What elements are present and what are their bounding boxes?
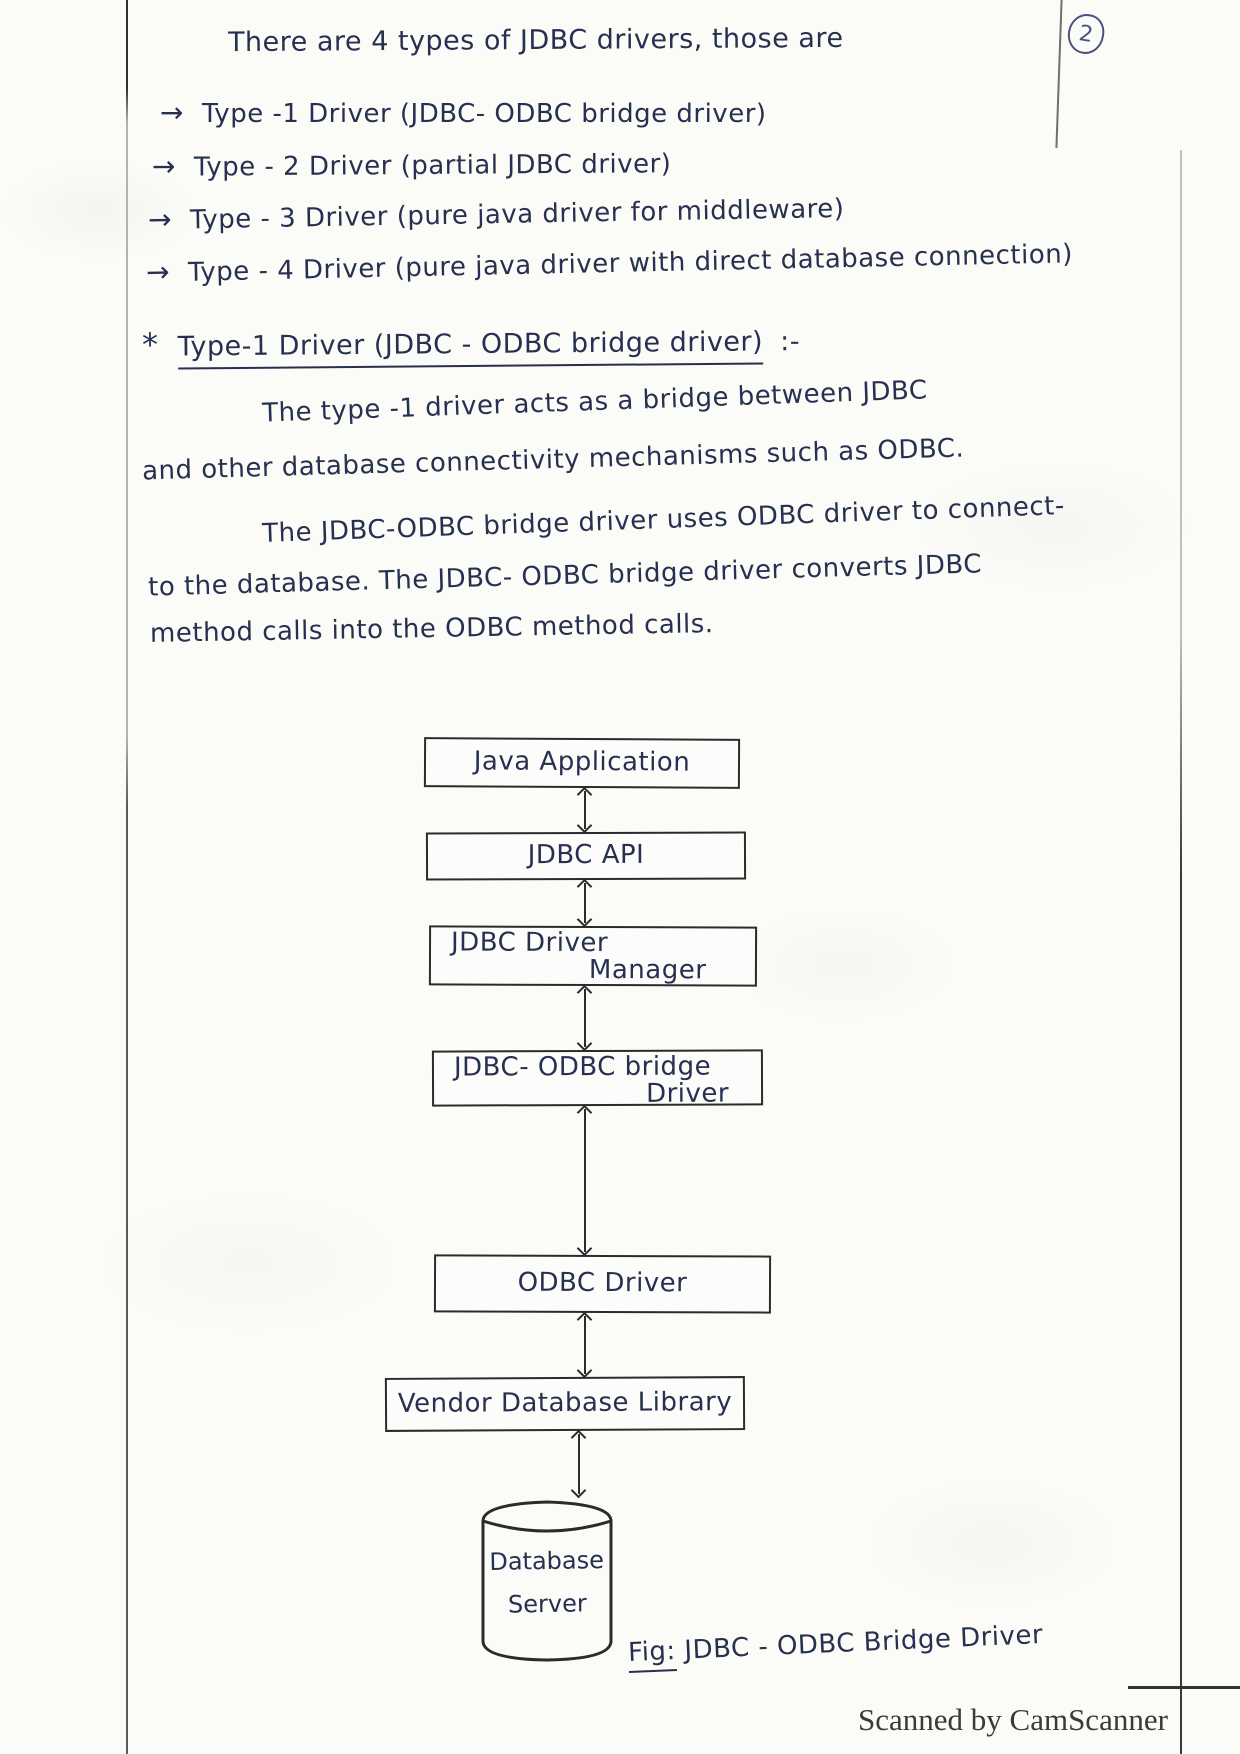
list-item bbox=[148, 193, 845, 238]
page-number: 2 bbox=[1077, 20, 1095, 48]
title-line: There are 4 types of JDBC drivers, those are bbox=[227, 22, 844, 59]
database-label-line: Database bbox=[489, 1546, 605, 1577]
database-server-label bbox=[477, 1539, 616, 1628]
paragraph-line: The JDBC-ODBC bridge driver uses ODBC driver to connect- bbox=[261, 490, 1066, 550]
database-label-line: Server bbox=[507, 1589, 587, 1619]
diagram-node-java-application bbox=[424, 737, 740, 789]
paragraph-line: method calls into the ODBC method calls. bbox=[149, 609, 714, 649]
node-label: JDBC- ODBC bridge bbox=[453, 1051, 712, 1083]
left-margin-line bbox=[126, 0, 128, 1754]
paragraph-line: The type -1 driver acts as a bridge between JDBC bbox=[261, 375, 928, 429]
node-label: Manager bbox=[588, 955, 707, 986]
diagram-node-odbc-driver bbox=[434, 1254, 771, 1313]
page-edge-bottom-right bbox=[1128, 1686, 1240, 1689]
right-arrow-icon: → bbox=[160, 96, 184, 129]
right-arrow-icon: → bbox=[151, 149, 177, 183]
diagram-node-jdbc-api bbox=[426, 831, 746, 880]
node-label: Driver bbox=[646, 1078, 730, 1110]
figure-caption-prefix: Fig: bbox=[628, 1636, 677, 1673]
diagram-node-jdbc-odbc-bridge-driver bbox=[432, 1049, 763, 1110]
list-item bbox=[146, 238, 1073, 290]
list-item bbox=[152, 148, 672, 184]
node-label: Java Application bbox=[473, 746, 691, 778]
section-heading-suffix: :- bbox=[780, 326, 801, 358]
double-arrow-connector bbox=[576, 986, 594, 1050]
diagram-node-vendor-database-library bbox=[385, 1376, 745, 1432]
right-arrow-icon: → bbox=[145, 255, 171, 289]
list-item-text: Type -1 Driver (JDBC- ODBC bridge driver) bbox=[201, 99, 767, 129]
list-item-text: Type - 4 Driver (pure java driver with direct database connection) bbox=[187, 239, 1074, 288]
paragraph-line: and other database connectivity mechanisms such as ODBC. bbox=[141, 433, 965, 487]
right-arrow-icon: → bbox=[147, 202, 173, 237]
page-number-badge bbox=[1065, 11, 1107, 56]
section-heading-text: Type-1 Driver (JDBC - ODBC bridge driver) bbox=[177, 326, 763, 369]
camscanner-watermark: Scanned by CamScanner bbox=[858, 1702, 1168, 1737]
double-arrow-connector bbox=[576, 1313, 594, 1377]
section-heading bbox=[142, 319, 800, 365]
figure-caption bbox=[627, 1619, 1043, 1670]
double-arrow-connector bbox=[570, 1431, 588, 1497]
page-crease-top-right bbox=[1055, 0, 1062, 148]
paragraph-line: to the database. The JDBC- ODBC bridge driver converts JDBC bbox=[147, 549, 983, 603]
asterisk-bullet-icon: * bbox=[141, 325, 159, 364]
node-label: ODBC Driver bbox=[517, 1268, 688, 1299]
figure-caption-text: JDBC - ODBC Bridge Driver bbox=[683, 1619, 1044, 1666]
diagram-node-jdbc-driver-manager bbox=[429, 925, 757, 986]
node-label: Vendor Database Library bbox=[397, 1387, 733, 1420]
double-arrow-connector bbox=[576, 1106, 594, 1255]
list-item bbox=[160, 98, 767, 131]
node-label: JDBC API bbox=[527, 840, 645, 871]
node-label: JDBC Driver bbox=[450, 927, 609, 959]
double-arrow-connector bbox=[576, 880, 594, 926]
double-arrow-connector bbox=[576, 788, 594, 832]
list-item-text: Type - 2 Driver (partial JDBC driver) bbox=[193, 149, 672, 183]
page-edge-right bbox=[1180, 150, 1182, 1754]
list-item-text: Type - 3 Driver (pure java driver for middleware) bbox=[189, 193, 845, 236]
